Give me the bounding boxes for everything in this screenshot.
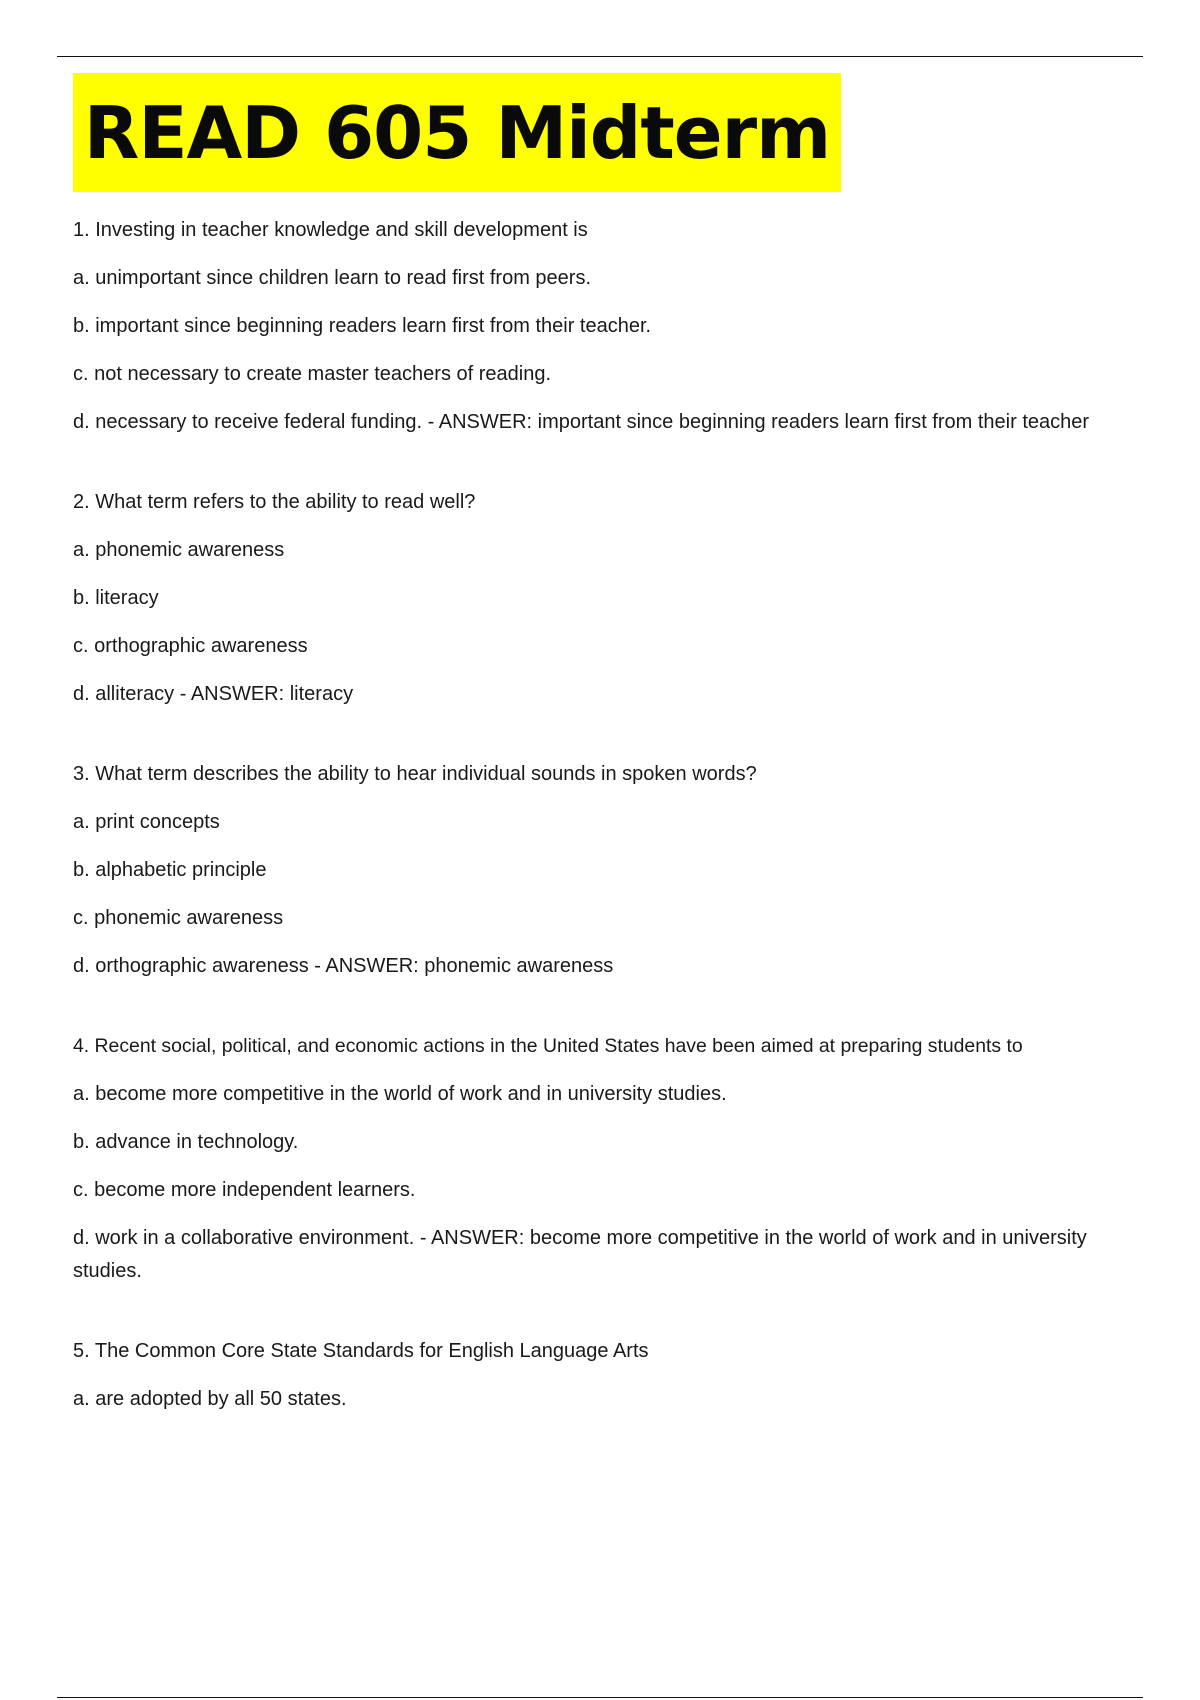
question-prompt: 1. Investing in teacher knowledge and skill development is xyxy=(73,219,588,241)
question-prompt: 4. Recent social, political, and economic actions in the United States have been aimed at preparing students to xyxy=(73,1035,1023,1057)
answer-option-with-answer: d. work in a collaborative environment. - ANSWER: become more competitive in the world of work and in university studies. xyxy=(73,1227,1087,1282)
answer-option: a. phonemic awareness xyxy=(73,539,285,561)
question-2 xyxy=(73,486,1163,711)
answer-option: c. become more independent learners. xyxy=(73,1179,416,1201)
answer-option: a. unimportant since children learn to read first from peers. xyxy=(73,267,592,289)
question-prompt: 3. What term describes the ability to hear individual sounds in spoken words? xyxy=(73,763,757,785)
question-prompt: 5. The Common Core State Standards for English Language Arts xyxy=(73,1340,649,1362)
question-1 xyxy=(73,214,1163,439)
answer-option-with-answer: d. alliteracy - ANSWER: literacy xyxy=(73,683,354,705)
answer-option: c. orthographic awareness xyxy=(73,635,308,657)
document-title: READ 605 Midterm xyxy=(83,90,831,175)
question-4 xyxy=(73,1030,1163,1288)
answer-option: b. advance in technology. xyxy=(73,1131,299,1153)
answer-option: a. are adopted by all 50 states. xyxy=(73,1388,347,1410)
answer-option: a. become more competitive in the world of work and in university studies. xyxy=(73,1083,727,1105)
question-5 xyxy=(73,1335,1163,1416)
answer-option-with-answer: d. orthographic awareness - ANSWER: phonemic awareness xyxy=(73,955,614,977)
answer-option: c. phonemic awareness xyxy=(73,907,284,929)
top-rule xyxy=(57,56,1143,57)
answer-option: b. literacy xyxy=(73,587,159,609)
question-list xyxy=(73,214,1163,1463)
title-highlight xyxy=(73,73,841,192)
answer-option: b. alphabetic principle xyxy=(73,859,267,881)
answer-option: b. important since beginning readers learn first from their teacher. xyxy=(73,315,652,337)
answer-option-with-answer: d. necessary to receive federal funding. - ANSWER: important since beginning readers learn first from their teacher xyxy=(73,411,1090,433)
bottom-rule xyxy=(57,1697,1143,1698)
question-3 xyxy=(73,758,1163,983)
answer-option: c. not necessary to create master teachers of reading. xyxy=(73,363,552,385)
question-prompt: 2. What term refers to the ability to read well? xyxy=(73,491,476,513)
answer-option: a. print concepts xyxy=(73,811,220,833)
